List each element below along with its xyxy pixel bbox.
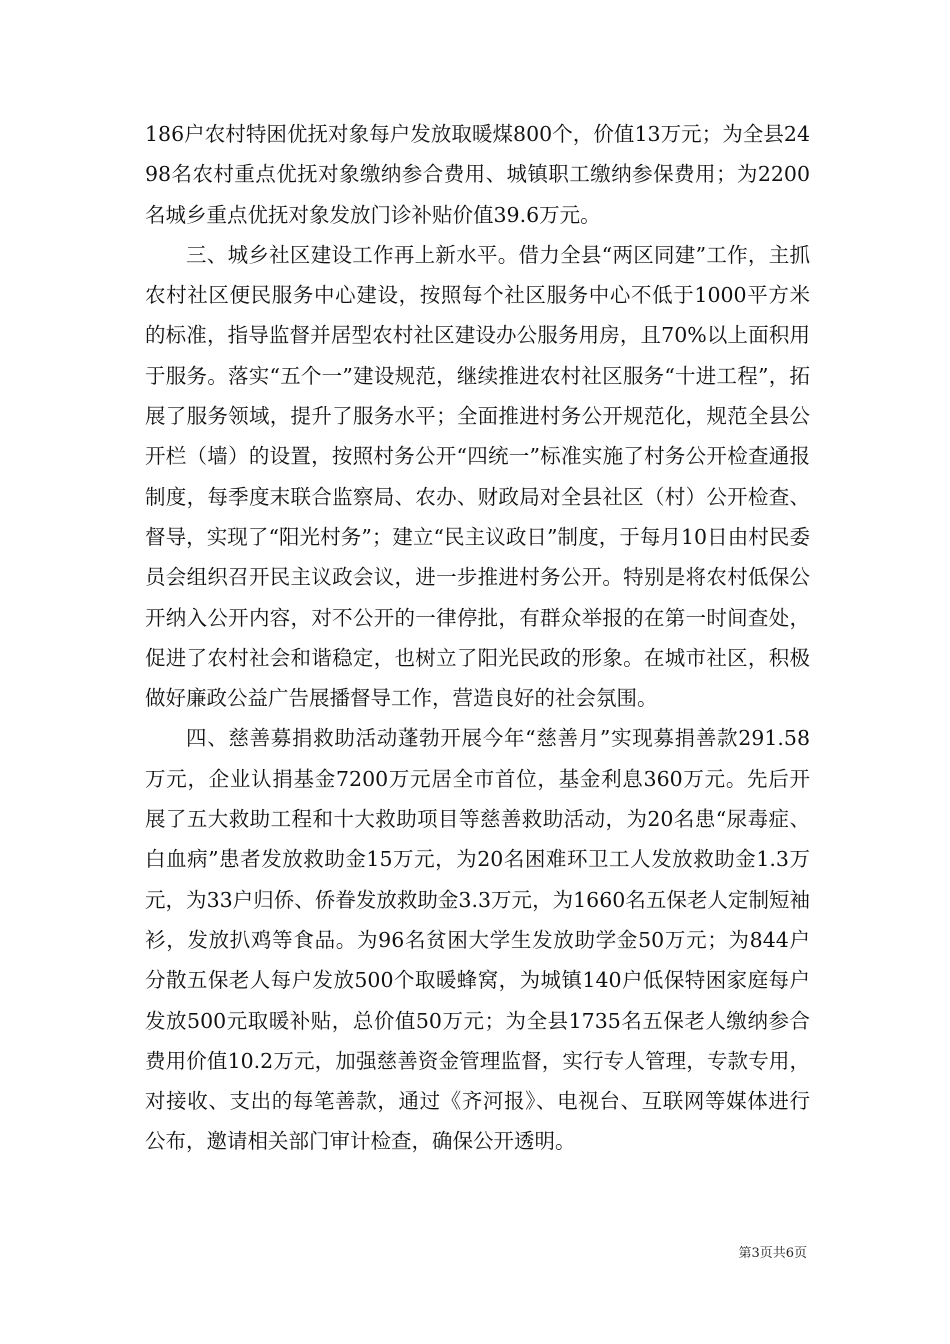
page-number-footer: 第3页共6页 [738,1246,807,1261]
paragraph-community-building: 三、城乡社区建设工作再上新水平。借力全县“两区同建”工作，主抓农村社区便民服务中心建设，按照每个社区服务中心不低于1000平方米的标准，指导监督并居型农村社区建设办公服务用房，且70%以上面积用于服务。落实“五个一”建设规范，继续推进农村社区服务“十进工程”，拓展了服务领域，提升了服务水平；全面推进村务公开规范化，规范全县公开栏（墙）的设置，按照村务公开“四统一”标准实施了村务公开检查通报制度，每季度末联合监察局、农办、财政局对全县社区（村）公开检查、督导，实现了“阳光村务”；建立“民主议政日”制度，于每月10日由村民委员会组织召开民主议政会议，进一步推进村务公开。特别是将农村低保公开纳入公开内容，对不公开的一律停批，有群众举报的在第一时间查处，促进了农村社会和谐稳定，也树立了阳光民政的形象。在城市社区，积极做好廉政公益广告展播督导工作，营造良好的社会氛围。 [145,242,810,711]
document-body [145,114,810,1162]
paragraph-charity-donation: 四、慈善募捐救助活动蓬勃开展今年“慈善月”实现募捐善款291.58万元，企业认捐基金7200万元居全市首位，基金利息360万元。先后开展了五大救助工程和十大救助项目等慈善救助活动，为20名患“尿毒症、白血病”患者发放救助金15万元，为20名困难环卫工人发放救助金1.3万元，为33户归侨、侨眷发放救助金3.3万元，为1660名五保老人定制短袖衫，发放扒鸡等食品。为96名贫困大学生发放助学金50万元；为844户分散五保老人每户发放500个取暖蜂窝，为城镇140户低保特困家庭每户发放500元取暖补贴，总价值50万元；为全县1735名五保老人缴纳参合费用价值10.2万元，加强慈善资金管理监督，实行专人管理，专款专用，对接收、支出的每笔善款，通过《齐河报》、电视台、互联网等媒体进行公布，邀请相关部门审计检查，确保公开透明。 [145,726,810,1154]
paragraph-preferential-care: 186户农村特困优抚对象每户发放取暖煤800个，价值13万元；为全县2498名农村重点优抚对象缴纳参合费用、城镇职工缴纳参保费用；为2200名城乡重点优抚对象发放门诊补贴价值39.6万元。 [145,122,810,227]
